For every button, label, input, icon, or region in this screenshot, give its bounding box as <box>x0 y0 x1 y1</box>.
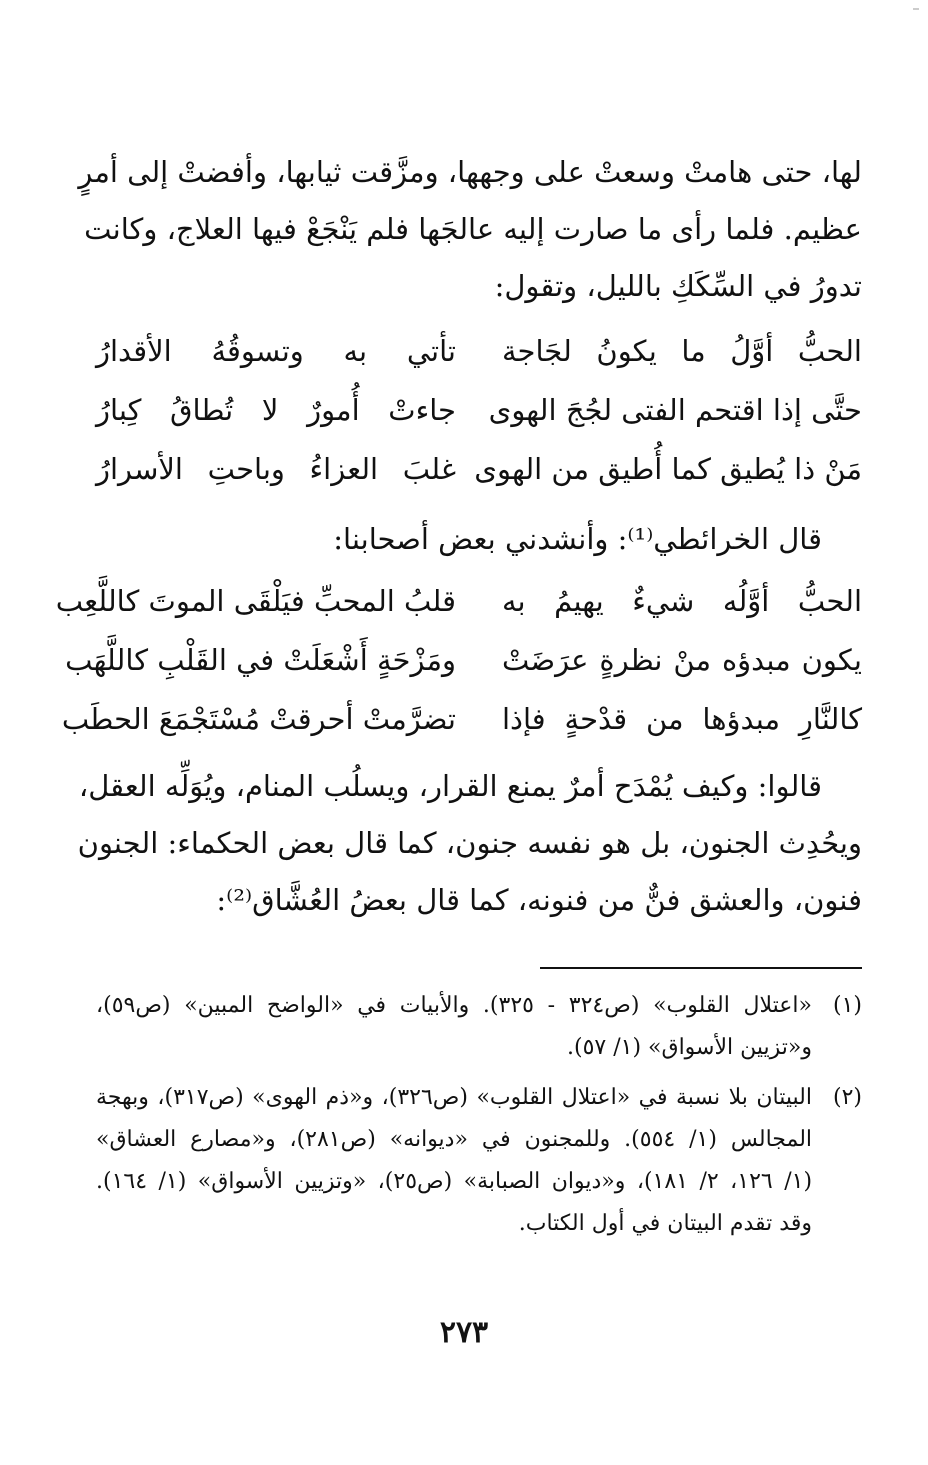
verse-second-hemistich: جاءتْ أُمورٌ لا تُطاقُ كِبارُ <box>96 393 456 427</box>
footnote-number: (١) <box>832 993 862 1018</box>
verse-first-hemistich: مَنْ ذا يُطيق كما أُطيق من الهوى <box>474 452 862 486</box>
paragraph-3 <box>77 758 862 929</box>
verse-first-hemistich: كالنَّارِ مبدؤها من قدْحةٍ فإذا <box>502 702 862 736</box>
verse-second-hemistich: غلبَ العزاءُ وباحتِ الأسرارُ <box>96 452 456 486</box>
footnote-2 <box>96 1077 862 1245</box>
verse-row <box>96 322 862 381</box>
footnote-1 <box>96 985 862 1069</box>
paragraph-line: قالوا: وكيف يُمْدَح أمرٌ يمنع القرار، ويسلُب المنام، ويُوَلِّه العقل، <box>78 769 822 803</box>
paragraph-line: ويحُدِث الجنون، بل هو نفسه جنون، كما قال بعض الحكماء: الجنون <box>77 826 862 860</box>
verse-second-hemistich: ومَزْحَةٍ أَشْعَلَتْ في القَلْبِ كاللَّهَب <box>65 643 456 677</box>
poem-2 <box>55 572 862 749</box>
paragraph-line: قال الخرائطي⁽¹⁾: وأنشدني بعض أصحابنا: <box>333 522 822 556</box>
verse-second-hemistich: قلبُ المحبِّ فيَلْقَى الموتَ كاللَّعِب <box>55 584 456 618</box>
verse-first-hemistich: الحبُّ أوَّلُه شيءٌ يهيمُ به <box>502 584 862 618</box>
verse-row <box>96 440 862 499</box>
page-number: ٢٧٣ <box>439 1315 489 1350</box>
paragraph-1 <box>78 144 862 315</box>
footnote-separator <box>540 967 862 969</box>
footnote-line: البيتان بلا نسبة في «اعتلال القلوب» (ص٣٢٦)، و«ذم الهوى» (ص٣١٧)، وبهجة <box>96 1085 812 1110</box>
verse-row <box>55 572 862 631</box>
footnotes <box>96 985 862 1245</box>
paragraph-line: تدورُ في السِّكَكِ بالليل، وتقول: <box>494 269 862 303</box>
poem-1 <box>96 322 862 499</box>
footnote-line: «اعتلال القلوب» (ص٣٢٤ - ٣٢٥). والأبيات في «الواضح المبين» (ص٥٩)، <box>96 993 812 1018</box>
verse-first-hemistich: حتَّى إذا اقتحم الفتى لجُجَ الهوى <box>488 393 862 427</box>
footnote-line: و«تزيين الأسواق» (١/ ٥٧). <box>567 1035 812 1060</box>
paragraph-2 <box>96 511 862 568</box>
footnote-line: وقد تقدم البيتان في أول الكتاب. <box>518 1211 812 1236</box>
footnote-line: (١/ ١٢٦، ٢/ ١٨١)، و«ديوان الصبابة» (ص٢٥)، «وتزيين الأسواق» (١/ ١٦٤). <box>96 1169 813 1194</box>
footnote-line: المجالس (١/ ٥٥٤). وللمجنون في «ديوانه» (ص٢٨١)، و«مصارع العشاق» <box>96 1127 813 1152</box>
verse-row <box>65 631 862 690</box>
verse-row <box>61 690 862 749</box>
paragraph-line: عظيم. فلما رأى ما صارت إليه عالجَها فلم يَنْجَعْ فيها العلاج، وكانت <box>84 212 862 246</box>
footnote-number: (٢) <box>832 1085 862 1110</box>
verse-first-hemistich: الحبُّ أوَّلُ ما يكونُ لجَاجة <box>502 334 862 368</box>
paragraph-line: لها، حتى هامتْ وسعتْ على وجهها، ومزَّقت ثيابها، وأفضتْ إلى أمرٍ <box>78 155 862 189</box>
verse-row <box>96 381 862 440</box>
verse-second-hemistich: تضرَّمتْ أحرقتْ مُسْتَجْمَعَ الحطَب <box>61 702 456 736</box>
verse-first-hemistich: يكون مبدؤه منْ نظرةٍ عرَضَتْ <box>502 643 862 677</box>
verse-second-hemistich: تأتي به وتسوقُهُ الأقدارُ <box>96 334 456 368</box>
scan-mark <box>913 8 919 10</box>
paragraph-line: فنون، والعشق فنٌّ من فنونه، كما قال بعضُ العُشَّاق⁽²⁾: <box>216 883 862 917</box>
